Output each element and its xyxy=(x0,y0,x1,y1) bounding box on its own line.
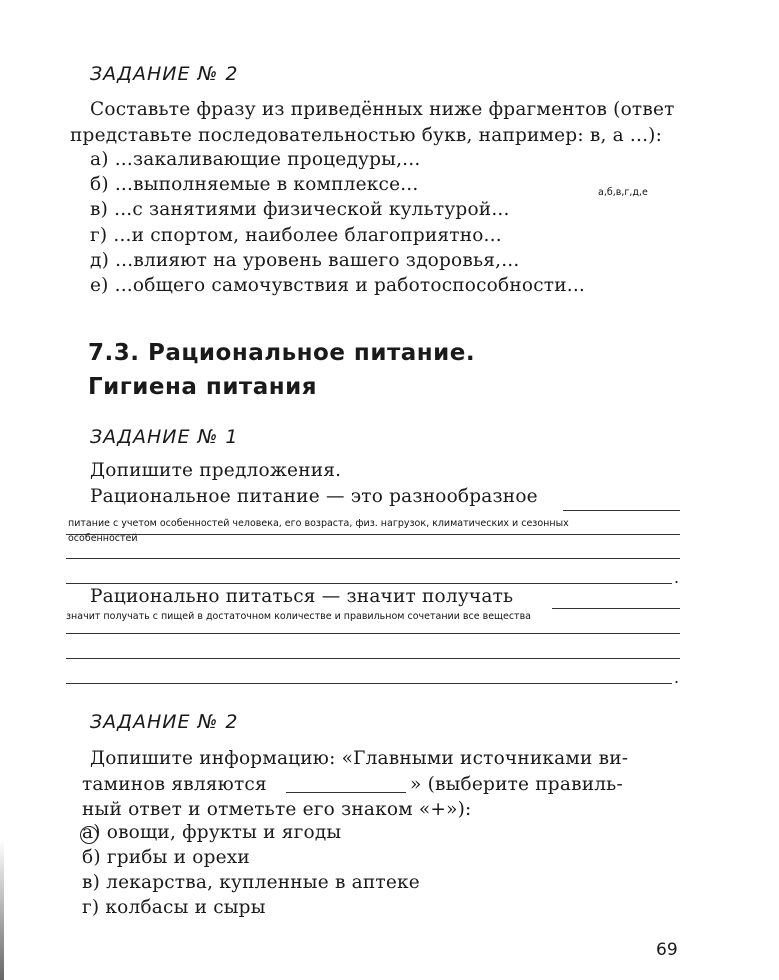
list-item: в) ...с занятиями физической культурой... xyxy=(90,199,510,220)
instruction-line: таминов являются xyxy=(82,774,267,795)
instruction-line: » (выберите правиль- xyxy=(410,774,623,795)
answer-line xyxy=(66,583,672,584)
instruction-line: Составьте фразу из приведённых ниже фрагментов (ответ xyxy=(90,99,675,120)
section-subtitle: Гигиена питания xyxy=(88,374,318,400)
list-item: г) ...и спортом, наиболее благоприятно... xyxy=(90,225,502,246)
answer-text[interactable]: значит получать с пищей в достаточном количестве и правильном сочетании все вещества xyxy=(66,611,532,622)
answer-line xyxy=(66,534,680,535)
answer-line xyxy=(66,558,680,559)
task-heading: ЗАДАНИЕ № 2 xyxy=(90,63,239,85)
instruction-line: представьте последовательностью букв, например: в, а ...): xyxy=(70,125,663,146)
section-title: 7.3. Рациональное питание. xyxy=(88,340,476,366)
option-item[interactable]: а) овощи, фрукты и ягоды xyxy=(82,822,342,843)
answer-line xyxy=(286,792,406,793)
list-item: д) ...влияют на уровень вашего здоровья,... xyxy=(90,250,520,271)
answer-line xyxy=(66,683,672,684)
scan-edge xyxy=(0,840,4,980)
period: . xyxy=(674,568,680,587)
option-item[interactable]: б) грибы и орехи xyxy=(82,847,250,868)
sentence: Рациональное питание — это разнообразное xyxy=(90,486,538,507)
task-heading: ЗАДАНИЕ № 1 xyxy=(90,426,239,448)
page-number: 69 xyxy=(656,940,678,960)
answer-line xyxy=(563,510,680,511)
answer-text[interactable]: питание с учетом особенностей человека, его возраста, физ. нагрузок, климатических и сезонных xyxy=(68,518,569,529)
list-item: б) ...выполняемые в комплексе... xyxy=(90,174,419,195)
instruction: Допишите предложения. xyxy=(90,460,342,481)
answer-text[interactable]: а,б,в,г,д,е xyxy=(598,187,648,198)
answer-line xyxy=(552,608,680,609)
answer-text[interactable]: особенностей xyxy=(68,533,138,544)
period: . xyxy=(674,668,680,687)
instruction-line: Допишите информацию: «Главными источниками ви- xyxy=(90,748,629,769)
answer-line xyxy=(66,658,680,659)
instruction-line: ный ответ и отметьте его знаком «+»): xyxy=(82,799,472,820)
option-item[interactable]: в) лекарства, купленные в аптеке xyxy=(82,872,420,893)
task-heading: ЗАДАНИЕ № 2 xyxy=(90,711,239,733)
list-item: е) ...общего самочувствия и работоспособности... xyxy=(90,275,585,296)
option-item[interactable]: г) колбасы и сыры xyxy=(82,897,266,918)
list-item: а) ...закаливающие процедуры,... xyxy=(90,149,421,170)
sentence: Рационально питаться — значит получать xyxy=(90,586,514,607)
answer-line xyxy=(66,633,680,634)
